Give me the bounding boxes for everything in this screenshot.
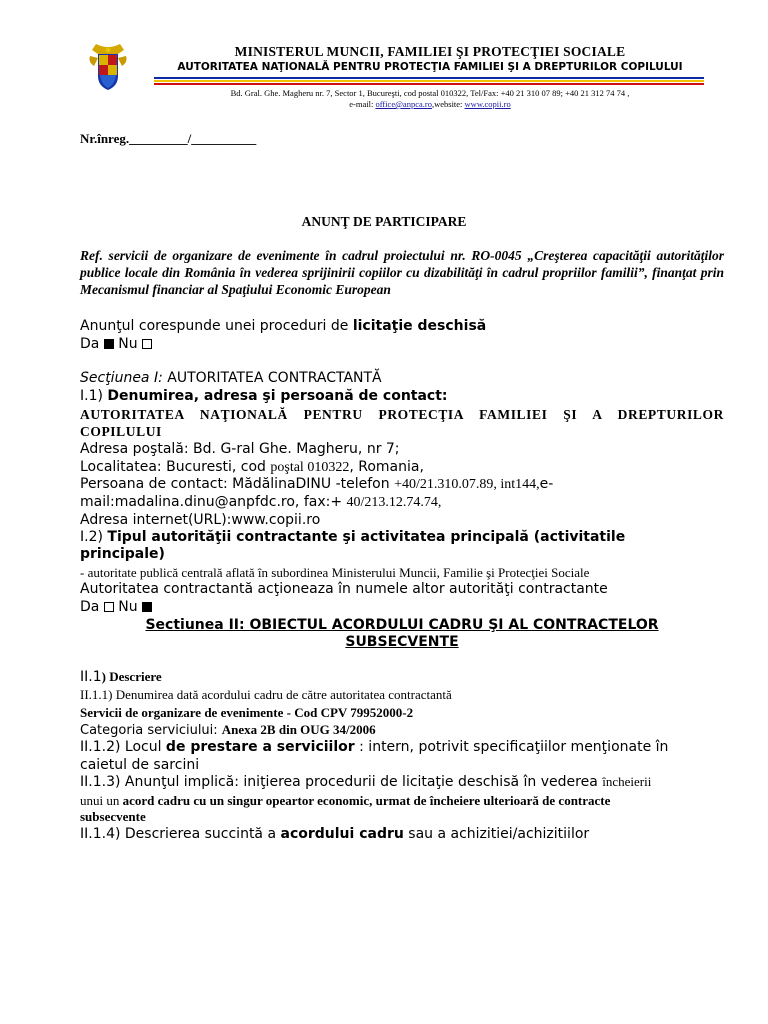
nu-label: Nu [118,336,138,352]
reference-paragraph: Ref. servicii de organizare de evenimente în cadrul proiectului nr. RO-0045 „Creşterea capacităţii autorităţilor publice locale din România în vederea sprijinirii copiilor cu dizabilităţi în cadrul propriilor familii”, finanţat prin Mecanismul financiar al Spaţiului Economic European [80,248,724,297]
i1-heading: I.1) Denumirea, adresa şi persoană de contact: [80,388,448,404]
ii13-line-cont: unui un acord cadru cu un singur opeartor economic, urmat de încheiere ulterioară de contracte [80,793,611,808]
section-2-heading: Sectiunea II: OBIECTUL ACORDULUI CADRU ŞI AL CONTRACTELOR [145,617,659,633]
header-contact-line [140,99,720,109]
procedure-text: Anunţul corespunde unei proceduri de [80,318,353,334]
email-label: e-mail: [349,99,376,109]
ii11-label: II.1.1) Denumirea dată acordului cadru de către autoritatea contractantă [80,687,452,702]
da-label: Da [80,336,100,352]
header-stripe-yellow [154,80,704,82]
locality: Localitatea: Bucuresti, cod poştal 010322, Romania, [80,459,424,475]
internet-address: Adresa internet(URL):www.copii.ro [80,512,321,528]
postal-address: Adresa poştală: Bd. G-ral Ghe. Magheru, nr 7; [80,441,400,457]
ii1-heading: II.1) Descriere [80,669,162,685]
ii12-line: II.1.2) Locul de prestare a serviciilor : intern, potrivit specificaţiilor menţionate în [80,739,669,755]
i2-description: - autoritate publică centrală aflată în subordinea Ministerului Muncii, Familie şi Protecţiei Sociale [80,565,590,580]
website-link[interactable]: www.copii.ro [464,99,511,109]
nu-checkbox[interactable] [142,339,152,349]
procedure-checkboxes [80,336,152,352]
procedure-type: licitaţie deschisă [352,318,487,334]
da-checkbox[interactable] [104,602,114,612]
website-label: ,website: [431,99,465,109]
nu-checkbox-checked[interactable] [142,602,152,612]
header-stripe-blue [154,77,704,79]
registration-number: Nr.înreg._________/__________ [80,131,257,146]
document-title: ANUNŢ DE PARTICIPARE [301,214,467,229]
ii13-line-end: subsecvente [80,809,146,824]
i2-heading: I.2) Tipul autorităţii contractante şi activitatea principală (activitatile [80,529,626,545]
service-category: Categoria serviciului: Anexa 2B din OUG 34/2006 [80,722,376,738]
header-address: Bd. Gral. Ghe. Magheru nr. 7, Sector 1, Bucureşti, cod postal 010322, Tel/Fax: +40 21 310 07 89; +40 21 312 74 74 , [230,88,630,98]
i2-heading-cont: principale) [80,546,165,562]
acts-on-behalf-checkboxes: Da Nu [80,599,152,615]
acts-on-behalf: Autoritatea contractantă acţioneaza în numele altor autorităţi contractante [80,581,608,597]
ii12-line-cont: caietul de sarcini [80,757,200,773]
procedure-line [80,318,486,334]
email-link[interactable]: office@anpca.ro [375,99,432,109]
contact-email-fax: mail:madalina.dinu@anpfdc.ro, fax:+ 40/213.12.74.74, [80,494,442,510]
ii13-line: II.1.3) Anunţul implică: iniţierea procedurii de licitaţie deschisă în vederea încheierii [80,774,652,790]
service-name: Servicii de organizare de evenimente - Cod CPV 79952000-2 [80,705,414,720]
ministry-name: MINISTERUL MUNCII, FAMILIEI ŞI PROTECŢIEI SOCIALE [234,44,626,59]
section-1-heading: Secţiunea I: AUTORITATEA CONTRACTANTĂ [80,370,382,386]
ii14-line: II.1.4) Descrierea succintă a acordului cadru sau a achizitiei/achizitiilor [80,826,590,842]
da-checkbox-checked[interactable] [104,339,114,349]
contact-person: Persoana de contact: MădălinaDINU -telefon +40/21.310.07.89, int144,e- [80,476,554,492]
header-stripe-red [154,83,704,85]
romania-coat-of-arms-icon [88,42,128,92]
contracting-authority-name: AUTORITATEA NAŢIONALĂ PENTRU PROTECŢIA FAMILIEI ŞI A DREPTURILOR COPILULUI [80,407,724,439]
section-2-heading-cont: SUBSECVENTE [345,634,459,650]
authority-name: AUTORITATEA NAŢIONALĂ PENTRU PROTECŢIA FAMILIEI ŞI A DREPTURILOR COPILULUI [177,61,683,73]
